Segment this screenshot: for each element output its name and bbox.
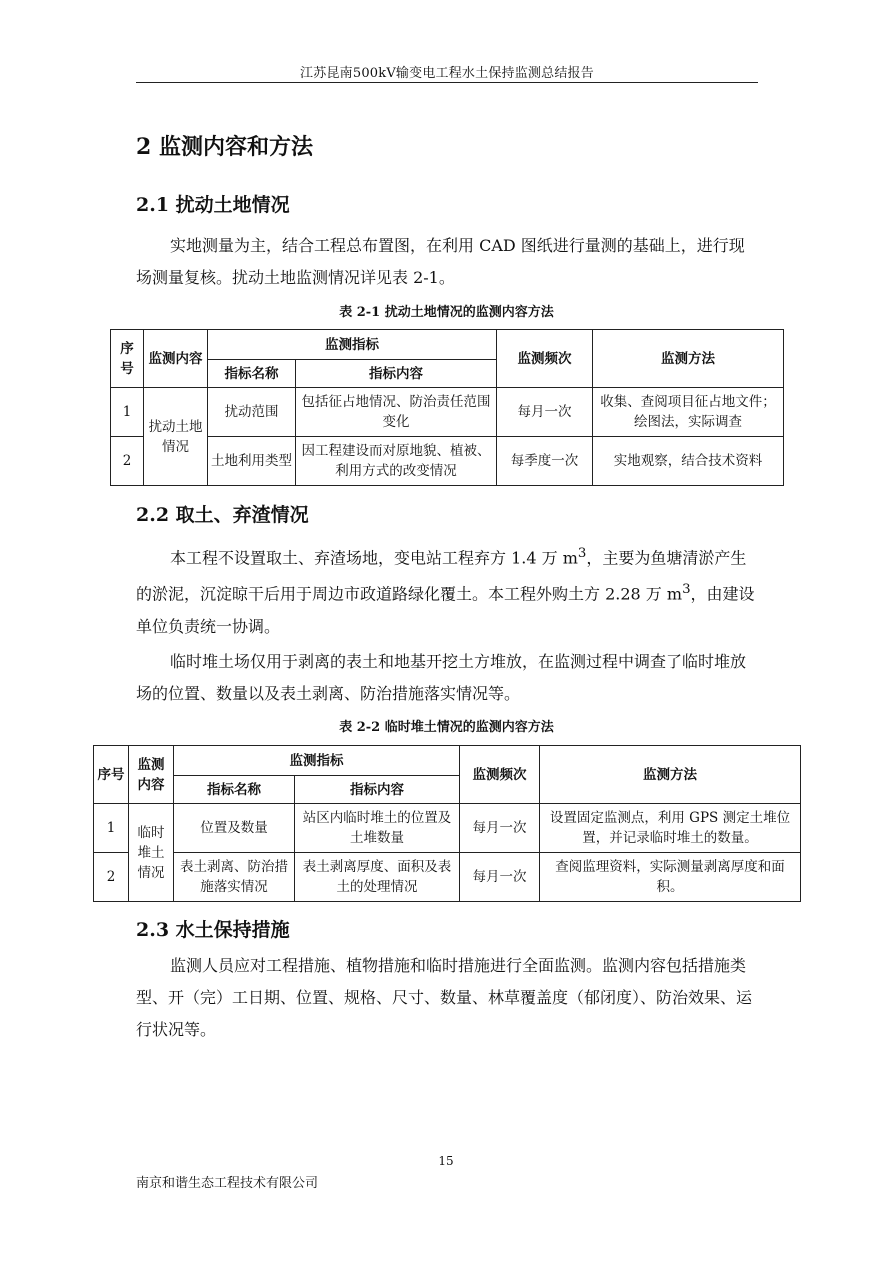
header-frequency: 监测频次 <box>460 746 540 804</box>
table-2-2 <box>93 745 801 902</box>
cell-name: 位置及数量 <box>174 804 295 853</box>
header-no: 序号 <box>94 746 129 804</box>
subsection-title-2-3: 2.3 水土保持措施 <box>136 919 290 941</box>
paragraph-2-2-2: 临时堆土场仅用于剥离的表土和地基开挖土方堆放，在监测过程中调查了临时堆放场的位置、数量以及表土剥离、防治措施落实情况等。 <box>136 652 747 703</box>
cell-frequency: 每月一次 <box>460 853 540 902</box>
cell-name: 表土剥离、防治措施落实情况 <box>174 853 295 902</box>
cell-no: 1 <box>94 804 129 853</box>
cell-no: 1 <box>111 388 144 437</box>
header-indicator-detail: 指标内容 <box>295 776 460 804</box>
header-indicator-name: 指标名称 <box>174 776 295 804</box>
table-2-1 <box>110 329 784 486</box>
table-row <box>111 388 784 437</box>
cell-method: 实地观察，结合技术资料 <box>593 437 784 486</box>
table-row <box>94 804 801 853</box>
cell-no: 2 <box>94 853 129 902</box>
header-indicator: 监测指标 <box>208 330 497 360</box>
table-2-2-caption: 表 2-2 临时堆土情况的监测内容方法 <box>339 720 554 735</box>
header-content: 监测内容 <box>129 746 174 804</box>
subsection-title-2-2: 2.2 取土、弃渣情况 <box>136 504 309 526</box>
header-rule <box>136 82 758 83</box>
table-2-1-caption: 表 2-1 扰动土地情况的监测内容方法 <box>339 305 554 320</box>
running-header: 江苏昆南500kV输变电工程水土保持监测总结报告 <box>300 66 594 81</box>
cell-group: 临时堆土情况 <box>129 804 174 902</box>
header-content: 监测内容 <box>144 330 208 388</box>
header-frequency: 监测频次 <box>497 330 593 388</box>
header-no: 序号 <box>111 330 144 388</box>
subsection-title-2-1: 2.1 扰动土地情况 <box>136 194 290 216</box>
cell-frequency: 每月一次 <box>497 388 593 437</box>
paragraph-2-1: 实地测量为主，结合工程总布置图，在利用 CAD 图纸进行量测的基础上，进行现场测量复核。扰动土地监测情况详见表 2-1。 <box>136 236 745 287</box>
cell-frequency: 每月一次 <box>460 804 540 853</box>
cell-no: 2 <box>111 437 144 486</box>
cell-method: 设置固定监测点，利用 GPS 测定土堆位置，并记录临时堆土的数量。 <box>540 804 801 853</box>
cell-frequency: 每季度一次 <box>497 437 593 486</box>
header-method: 监测方法 <box>593 330 784 388</box>
header-indicator-name: 指标名称 <box>208 360 296 388</box>
section-title: 2 监测内容和方法 <box>136 134 313 160</box>
table-row <box>94 853 801 902</box>
cell-method: 查阅监理资料，实际测量剥离厚度和面积。 <box>540 853 801 902</box>
cell-detail: 因工程建设而对原地貌、植被、利用方式的改变情况 <box>296 437 497 486</box>
cell-method: 收集、查阅项目征占地文件；绘图法，实际调查 <box>593 388 784 437</box>
cell-detail: 包括征占地情况、防治责任范围变化 <box>296 388 497 437</box>
header-indicator: 监测指标 <box>174 746 460 776</box>
paragraph-2-2-1: 本工程不设置取土、弃渣场地，变电站工程弃方 1.4 万 $m^3$，主要为鱼塘清淤产生的淤泥，沉淀晾干后用于周边市政道路绿化覆土。本工程外购土方 2.28 万 $m^3$，由建设单位负责统一协调。 <box>136 546 755 636</box>
table-row <box>111 437 784 486</box>
cell-name: 扰动范围 <box>208 388 296 437</box>
paragraph-2-3: 监测人员应对工程措施、植物措施和临时措施进行全面监测。监测内容包括措施类型、开（完）工日期、位置、规格、尺寸、数量、林草覆盖度（郁闭度）、防治效果、运行状况等。 <box>136 956 753 1039</box>
cell-detail: 站区内临时堆土的位置及土堆数量 <box>295 804 460 853</box>
header-method: 监测方法 <box>540 746 801 804</box>
cell-name: 土地利用类型 <box>208 437 296 486</box>
footer-company: 南京和谐生态工程技术有限公司 <box>136 1176 319 1191</box>
page-number: 15 <box>438 1154 454 1168</box>
header-indicator-detail: 指标内容 <box>296 360 497 388</box>
cell-group: 扰动土地情况 <box>144 388 208 486</box>
cell-detail: 表土剥离厚度、面积及表土的处理情况 <box>295 853 460 902</box>
